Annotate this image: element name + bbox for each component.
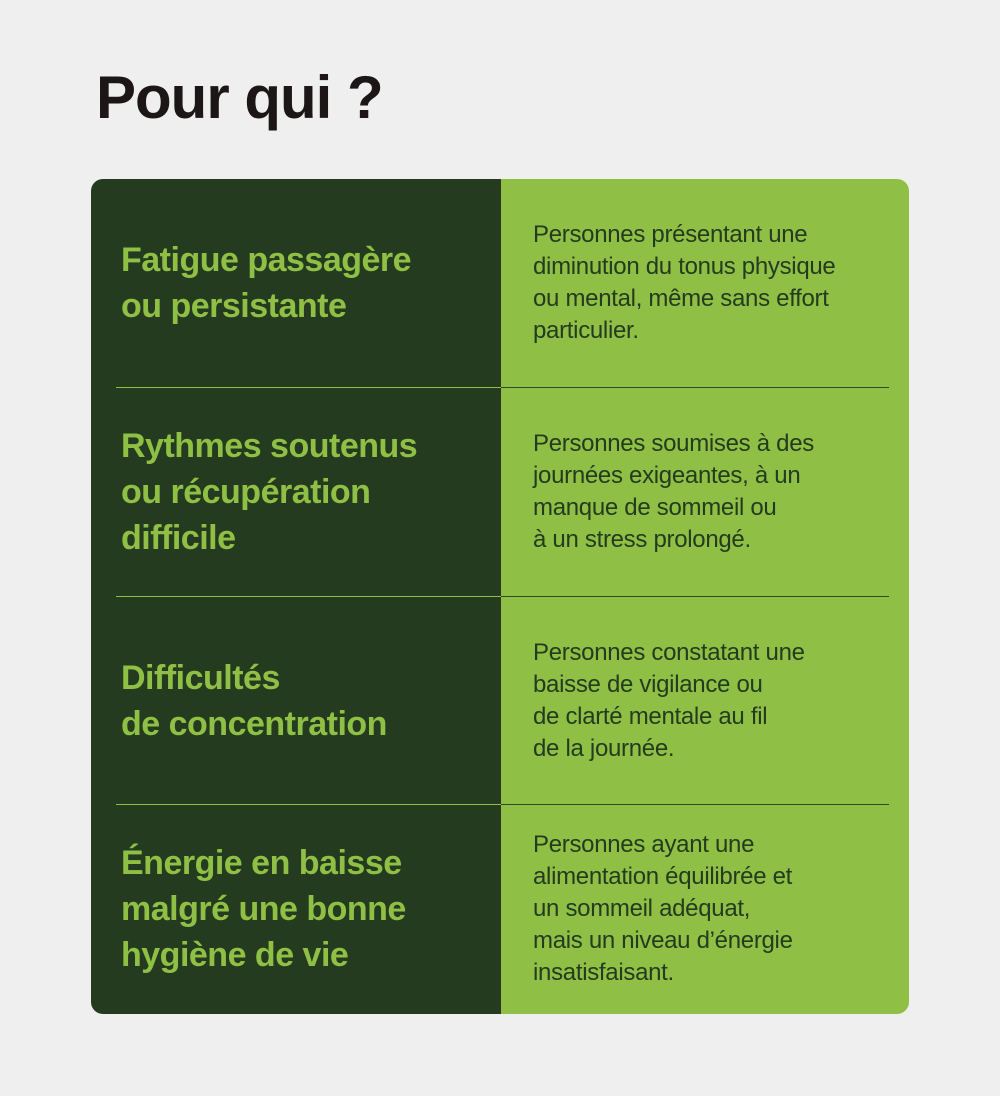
- profile-description: Personnes ayant une alimentation équilibrée et un sommeil adéquat, mais un niveau d’énergie insatisfaisant.: [533, 831, 793, 986]
- description-cell: [501, 179, 909, 387]
- profile-heading: Difficultés de concentration: [121, 659, 387, 743]
- description-cell: [501, 597, 909, 805]
- profile-heading: Rythmes soutenus ou récupération difficile: [121, 427, 418, 557]
- profile-heading: Énergie en baisse malgré une bonne hygiène de vie: [121, 844, 406, 974]
- audience-table: [91, 179, 909, 1014]
- profile-column: [91, 179, 501, 1014]
- profile-cell: [91, 179, 501, 387]
- profile-description: Personnes présentant une diminution du tonus physique ou mental, même sans effort particulier.: [533, 221, 836, 344]
- profile-cell: [91, 805, 501, 1013]
- description-cell: [501, 388, 909, 596]
- description-cell: [501, 805, 909, 1013]
- profile-heading: Fatigue passagère ou persistante: [121, 241, 412, 325]
- profile-cell: [91, 388, 501, 596]
- page-title: Pour qui ?: [96, 64, 383, 131]
- profile-cell: [91, 597, 501, 805]
- profile-description: Personnes soumises à des journées exigeantes, à un manque de sommeil ou à un stress prolongé.: [533, 430, 814, 553]
- profile-description: Personnes constatant une baisse de vigilance ou de clarté mentale au fil de la journée.: [533, 639, 805, 762]
- description-column: [501, 179, 909, 1014]
